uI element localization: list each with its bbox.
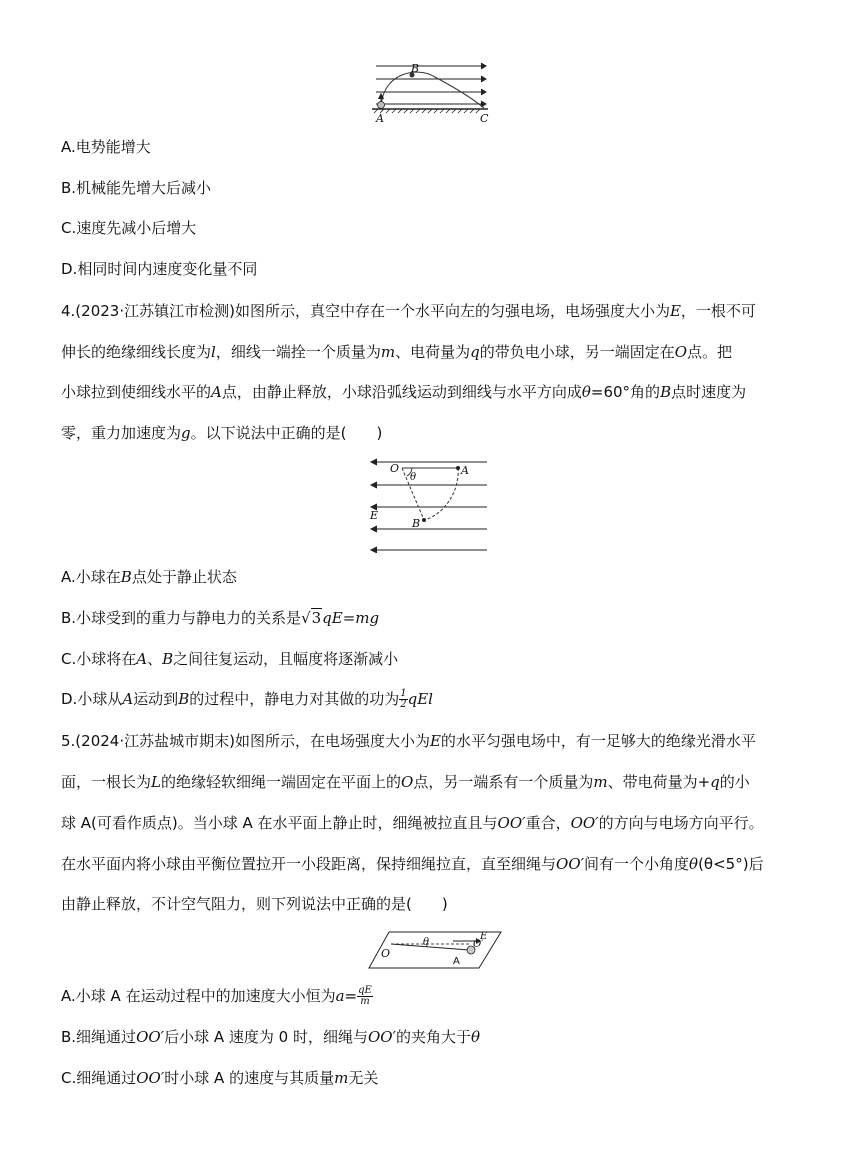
q4-option-a: A.小球在B点处于静止状态 bbox=[61, 568, 237, 586]
label-b: B bbox=[412, 517, 421, 530]
q5-stem-line5: 由静止释放，不计空气阻力，则下列说法中正确的是( ) bbox=[61, 895, 448, 913]
label-a: A bbox=[376, 112, 384, 124]
label-o: O bbox=[390, 462, 400, 475]
q3-option-a: A.电势能增大 bbox=[61, 138, 151, 156]
label-b: B bbox=[411, 62, 420, 75]
q3-option-c: C.速度先减小后增大 bbox=[61, 219, 197, 237]
q4-stem-line3: 小球拉到使细线水平的A点，由静止释放，小球沿弧线运动到细线与水平方向成θ=60°角的B点时速度为 bbox=[61, 383, 747, 401]
q5-stem-line4: 在水平面内将小球由平衡位置拉开一小段距离，保持细绳拉直，直至细绳与OO′间有一个小角度θ(θ<5°)后 bbox=[61, 855, 764, 873]
q3-option-d: D.相同时间内速度变化量不同 bbox=[61, 260, 258, 278]
q4-option-d: D.小球从A运动到B的过程中，静电力对其做的功为 $\frac{1}{2}$ qEl bbox=[61, 688, 433, 710]
q4-option-c: C.小球将在A、B之间往复运动，且幅度将逐渐减小 bbox=[61, 650, 399, 668]
figure-pendulum bbox=[364, 457, 490, 553]
figure-plane bbox=[367, 928, 503, 972]
q3-option-b: B.机械能先增大后减小 bbox=[61, 179, 212, 197]
figure-trajectory bbox=[368, 58, 492, 124]
q4-stem-line4: 零，重力加速度为g。以下说法中正确的是( ) bbox=[61, 424, 383, 442]
q5-option-b: B.细绳通过OO′后小球 A 速度为 0 时，细绳与OO′的夹角大于θ bbox=[61, 1028, 481, 1046]
label-a: A bbox=[461, 464, 469, 477]
q4-stem-line2: 伸长的绝缘细线长度为l，细线一端拴一个质量为m、电荷量为q的带负电小球，另一端固定在O点。把 bbox=[61, 343, 733, 361]
label-theta: θ bbox=[410, 472, 417, 483]
label-o: O bbox=[381, 947, 391, 960]
label-theta: θ bbox=[423, 937, 430, 948]
q5-stem-line1: 5.(2024·江苏盐城市期末)如图所示，在电场强度大小为E的水平匀强电场中，有一足够大的绝缘光滑水平 bbox=[61, 732, 756, 750]
q4-option-b: B.小球受到的重力与静电力的关系是√3qE=mg bbox=[61, 609, 380, 627]
label-a: A bbox=[453, 956, 460, 967]
q4-stem-line1: 4.(2023·江苏镇江市检测)如图所示，真空中存在一个水平向左的匀强电场，电场强度大小为E，一根不可 bbox=[61, 302, 756, 320]
q5-option-c: C.细绳通过OO′时小球 A 的速度与其质量m无关 bbox=[61, 1069, 379, 1087]
q5-option-a: A.小球 A 在运动过程中的加速度大小恒为a= $\frac{qE}{m}$ bbox=[61, 985, 372, 1007]
label-c: C bbox=[480, 112, 489, 124]
q5-stem-line2: 面，一根长为L的绝缘轻软细绳一端固定在平面上的O点，另一端系有一个质量为m、带电荷量为+q的小 bbox=[61, 773, 750, 791]
label-o-prime: O′ bbox=[473, 939, 484, 950]
q5-stem-line3: 球 A(可看作质点)。当小球 A 在水平面上静止时，细绳被拉直且与OO′重合，OO′的方向与电场方向平行。 bbox=[61, 814, 764, 832]
label-e: E bbox=[480, 931, 488, 942]
label-e: E bbox=[370, 509, 379, 522]
